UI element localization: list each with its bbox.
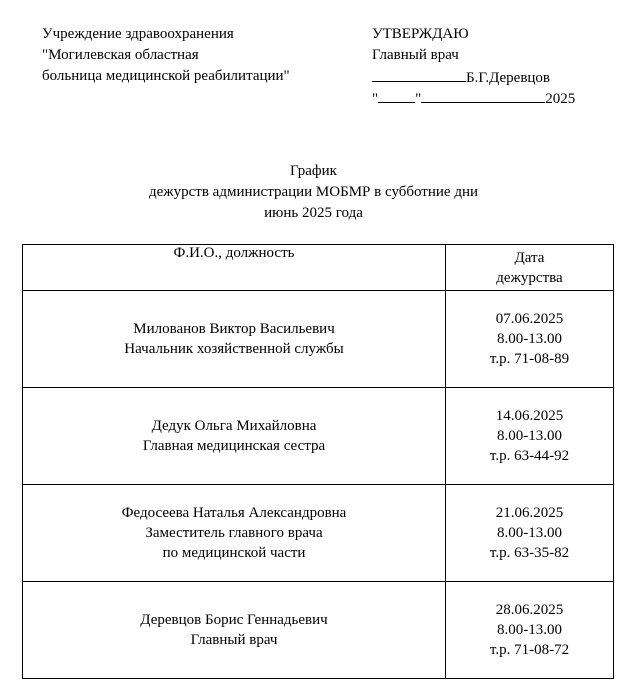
duty-phone: т.р. 63-44-92: [489, 448, 570, 464]
duty-date-cell: [446, 485, 614, 582]
duty-date: 21.06.2025: [495, 505, 564, 521]
duty-date: 14.06.2025: [495, 408, 564, 424]
header-date-line-1: Дата: [514, 249, 545, 266]
date-year: 2025: [545, 91, 576, 107]
header-name: Ф.И.О., должность: [23, 245, 446, 291]
approval-position: Главный врач: [372, 47, 459, 63]
table-row: [23, 485, 614, 582]
institution-line-3: больница медицинской реабилитации": [42, 68, 290, 84]
institution-line-2: "Могилевская областная: [42, 47, 199, 63]
duty-phone: т.р. 71-08-89: [489, 351, 570, 367]
duty-phone: т.р. 71-08-72: [489, 642, 570, 658]
table-header-row: [23, 245, 614, 291]
approval-block: [372, 24, 575, 108]
approval-heading: УТВЕРЖДАЮ: [372, 26, 469, 42]
duty-time: 8.00-13.00: [497, 428, 562, 444]
person-position: Главная медицинская сестра: [142, 438, 326, 454]
duty-time: 8.00-13.00: [497, 622, 562, 638]
title-line-2: дежурств администрации МОБМР в субботние дни: [148, 184, 479, 200]
duty-date-cell: [446, 291, 614, 388]
title-line-3: июнь 2025 года: [264, 205, 363, 221]
table-row: [23, 291, 614, 388]
header-date-line-2: дежурства: [496, 269, 563, 286]
duty-date: 07.06.2025: [495, 311, 564, 327]
person-cell: [23, 485, 446, 582]
person-name: Милованов Виктор Васильевич: [133, 321, 335, 337]
duty-date-cell: [446, 582, 614, 679]
duty-date: 28.06.2025: [495, 602, 564, 618]
person-position: Начальник хозяйственной службы: [124, 341, 344, 357]
person-name: Деревцов Борис Геннадьевич: [140, 612, 328, 628]
duty-time: 8.00-13.00: [497, 525, 562, 541]
person-name: Дедук Ольга Михайловна: [151, 418, 317, 434]
date-close-quote: ": [415, 91, 422, 107]
person-position: Заместитель главного врача: [145, 525, 323, 541]
table-row: [23, 388, 614, 485]
person-position: Главный врач: [190, 632, 278, 648]
date-month-line: [421, 87, 545, 103]
person-cell: [23, 291, 446, 388]
document-title: [0, 161, 627, 224]
date-day-line: [378, 87, 415, 103]
signature-name: Б.Г.Деревцов: [466, 70, 551, 86]
duty-phone: т.р. 63-35-82: [489, 545, 570, 561]
table-row: [23, 582, 614, 679]
header-date: [446, 245, 614, 291]
person-position: по медицинской части: [162, 545, 306, 561]
person-cell: [23, 582, 446, 679]
approval-signature-row: [372, 66, 575, 87]
duty-date-cell: [446, 388, 614, 485]
person-cell: [23, 388, 446, 485]
person-name: Федосеева Наталья Александровна: [121, 505, 347, 521]
institution-block: [42, 24, 290, 87]
signature-line: [372, 66, 466, 82]
approval-date-row: [372, 87, 575, 108]
date-open-quote: ": [372, 91, 379, 107]
duty-table: [22, 244, 614, 679]
institution-line-1: Учреждение здравоохранения: [42, 26, 234, 42]
title-line-1: График: [290, 163, 337, 179]
duty-time: 8.00-13.00: [497, 331, 562, 347]
